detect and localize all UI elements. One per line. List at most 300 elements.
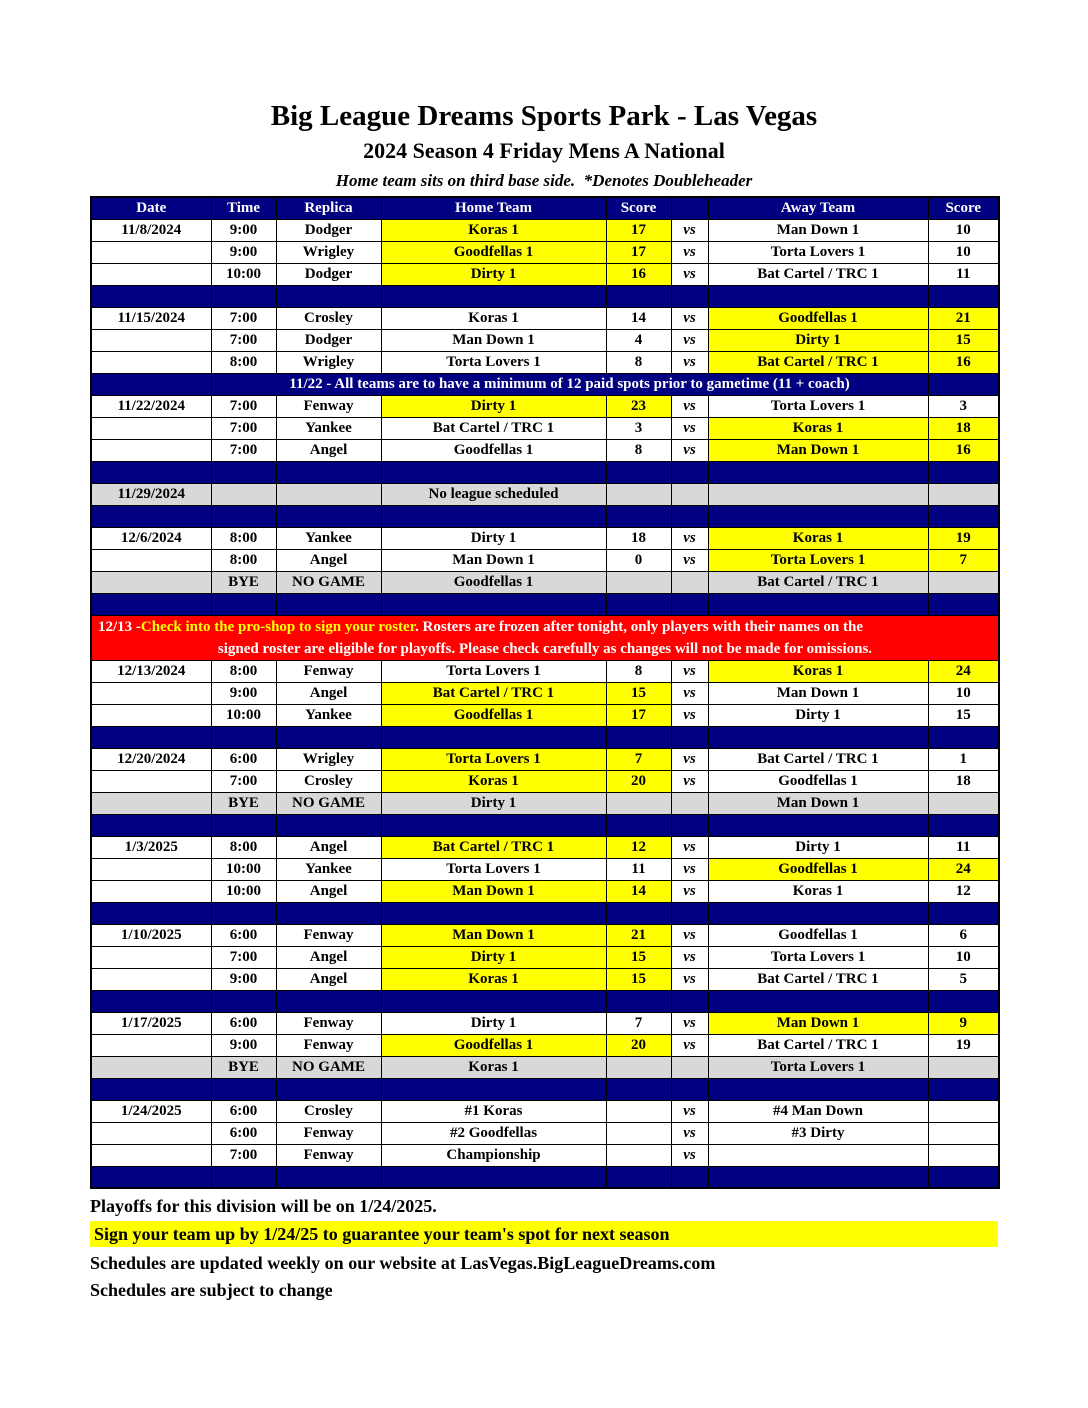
date-cell: 1/17/2025 bbox=[91, 1012, 211, 1034]
away-team-cell: Torta Lovers 1 bbox=[708, 241, 928, 263]
game-row bbox=[91, 946, 999, 968]
time-cell: 10:00 bbox=[211, 704, 276, 726]
replica-cell: Wrigley bbox=[276, 241, 381, 263]
spacer-replica-cell bbox=[276, 1166, 381, 1188]
away-team-cell: Torta Lovers 1 bbox=[708, 1056, 928, 1078]
away-score-cell bbox=[928, 571, 999, 593]
spacer-date-cell bbox=[91, 1166, 211, 1188]
spacer-away-team-cell bbox=[708, 461, 928, 483]
vs-cell: vs bbox=[671, 924, 708, 946]
away-team-cell: Man Down 1 bbox=[708, 219, 928, 241]
date-cell bbox=[91, 263, 211, 285]
spacer-home-score-cell bbox=[606, 814, 671, 836]
home-score-cell: 7 bbox=[606, 1012, 671, 1034]
replica-cell: Fenway bbox=[276, 1122, 381, 1144]
vs-cell: vs bbox=[671, 1100, 708, 1122]
away-team-cell bbox=[708, 483, 928, 505]
time-cell: 7:00 bbox=[211, 417, 276, 439]
home-team-cell: Goodfellas 1 bbox=[381, 439, 606, 461]
spacer-replica-cell bbox=[276, 902, 381, 924]
spacer-home-team-cell bbox=[381, 505, 606, 527]
replica-cell: Crosley bbox=[276, 307, 381, 329]
date-cell bbox=[91, 770, 211, 792]
time-cell: 7:00 bbox=[211, 439, 276, 461]
vs-cell: vs bbox=[671, 219, 708, 241]
time-cell: 7:00 bbox=[211, 329, 276, 351]
replica-cell: Angel bbox=[276, 549, 381, 571]
vs-cell: vs bbox=[671, 704, 708, 726]
no_league-row bbox=[91, 483, 999, 505]
home-score-cell bbox=[606, 1100, 671, 1122]
home-score-cell bbox=[606, 1122, 671, 1144]
vs-cell: vs bbox=[671, 1012, 708, 1034]
spacer-away-team-cell bbox=[708, 726, 928, 748]
date-cell bbox=[91, 417, 211, 439]
home-team-cell: Torta Lovers 1 bbox=[381, 351, 606, 373]
spacer-time-cell bbox=[211, 990, 276, 1012]
game-row bbox=[91, 660, 999, 682]
footer-notes bbox=[90, 1194, 998, 1302]
col-home-score: Score bbox=[606, 197, 671, 219]
spacer-date-cell bbox=[91, 285, 211, 307]
col-home-team: Home Team bbox=[381, 197, 606, 219]
spacer-away-team-cell bbox=[708, 902, 928, 924]
spacer-row bbox=[91, 726, 999, 748]
replica-cell: Angel bbox=[276, 880, 381, 902]
spacer-time-cell bbox=[211, 505, 276, 527]
away-score-cell: 19 bbox=[928, 1034, 999, 1056]
replica-cell: Angel bbox=[276, 682, 381, 704]
game-row bbox=[91, 1034, 999, 1056]
away-score-cell: 10 bbox=[928, 946, 999, 968]
away-score-cell bbox=[928, 1122, 999, 1144]
banner-date-prefix: 12/13 - bbox=[98, 618, 141, 635]
time-cell: 7:00 bbox=[211, 946, 276, 968]
spacer-away-team-cell bbox=[708, 814, 928, 836]
col-date: Date bbox=[91, 197, 211, 219]
date-cell bbox=[91, 1144, 211, 1166]
spacer-time-cell bbox=[211, 285, 276, 307]
time-cell: 9:00 bbox=[211, 219, 276, 241]
date-cell bbox=[91, 946, 211, 968]
time-cell: 8:00 bbox=[211, 351, 276, 373]
spacer-home-team-cell bbox=[381, 461, 606, 483]
home-team-cell: Torta Lovers 1 bbox=[381, 858, 606, 880]
spacer-home-team-cell bbox=[381, 285, 606, 307]
vs-cell: vs bbox=[671, 527, 708, 549]
vs-cell: vs bbox=[671, 329, 708, 351]
game-row bbox=[91, 1100, 999, 1122]
away-score-cell bbox=[928, 792, 999, 814]
away-team-cell: Torta Lovers 1 bbox=[708, 946, 928, 968]
roster-banner-line2: signed roster are eligible for playoffs. Please check carefully as changes will not be made for omissions. bbox=[217, 640, 873, 657]
banner-rest-text: . Rosters are frozen after tonight, only players with their names on the bbox=[414, 618, 863, 635]
spacer-home-score-cell bbox=[606, 593, 671, 615]
spacer-replica-cell bbox=[276, 461, 381, 483]
no-game-cell: NO GAME bbox=[276, 792, 381, 814]
replica-cell: Angel bbox=[276, 439, 381, 461]
home-team-cell: Dirty 1 bbox=[381, 1012, 606, 1034]
home-team-cell: Koras 1 bbox=[381, 219, 606, 241]
home-score-cell: 14 bbox=[606, 880, 671, 902]
spacer-row bbox=[91, 593, 999, 615]
game-row bbox=[91, 549, 999, 571]
home-team-cell: Bat Cartel / TRC 1 bbox=[381, 417, 606, 439]
home-score-cell: 20 bbox=[606, 1034, 671, 1056]
away-score-cell: 15 bbox=[928, 704, 999, 726]
home-team-cell: Koras 1 bbox=[381, 968, 606, 990]
vs-cell: vs bbox=[671, 439, 708, 461]
home-score-cell bbox=[606, 1056, 671, 1078]
game-row bbox=[91, 329, 999, 351]
banner-highlight-text: Check into the pro-shop to sign your roster bbox=[140, 618, 415, 635]
spacer-away-team-cell bbox=[708, 285, 928, 307]
away-score-cell: 24 bbox=[928, 660, 999, 682]
game-row bbox=[91, 1122, 999, 1144]
date-cell bbox=[91, 329, 211, 351]
time-cell: 8:00 bbox=[211, 549, 276, 571]
spacer-row bbox=[91, 902, 999, 924]
spacer-away-score-cell bbox=[928, 593, 999, 615]
vs-cell: vs bbox=[671, 836, 708, 858]
spacer-away-score-cell bbox=[928, 1078, 999, 1100]
home-score-cell: 3 bbox=[606, 417, 671, 439]
spacer-away-team-cell bbox=[708, 593, 928, 615]
game-row bbox=[91, 395, 999, 417]
away-team-cell: #4 Man Down bbox=[708, 1100, 928, 1122]
home-team-cell: Dirty 1 bbox=[381, 263, 606, 285]
spacer-replica-cell bbox=[276, 505, 381, 527]
home-team-cell: Bat Cartel / TRC 1 bbox=[381, 682, 606, 704]
spacer-date-cell bbox=[91, 1078, 211, 1100]
spacer-away-score-cell bbox=[928, 902, 999, 924]
time-cell: 9:00 bbox=[211, 241, 276, 263]
time-cell: 8:00 bbox=[211, 527, 276, 549]
spacer-home-team-cell bbox=[381, 814, 606, 836]
date-cell: 11/15/2024 bbox=[91, 307, 211, 329]
date-cell bbox=[91, 549, 211, 571]
vs-cell: vs bbox=[671, 1144, 708, 1166]
col-replica: Replica bbox=[276, 197, 381, 219]
replica-cell: Fenway bbox=[276, 395, 381, 417]
game-row bbox=[91, 770, 999, 792]
roster-banner-cell bbox=[91, 615, 999, 660]
away-score-cell bbox=[928, 1144, 999, 1166]
home-score-cell bbox=[606, 571, 671, 593]
banner-row bbox=[91, 615, 999, 660]
spacer-home-team-cell bbox=[381, 1166, 606, 1188]
spacer-vs-cell bbox=[671, 1078, 708, 1100]
page-title: Big League Dreams Sports Park - Las Vegas bbox=[270, 100, 818, 132]
bye-cell: BYE bbox=[211, 1056, 276, 1078]
playoffs-note: Playoffs for this division will be on 1/24/2025. bbox=[90, 1196, 437, 1217]
spacer-vs-cell bbox=[671, 814, 708, 836]
spacer-vs-cell bbox=[671, 1166, 708, 1188]
spacer-row bbox=[91, 505, 999, 527]
away-team-cell bbox=[708, 1144, 928, 1166]
away-team-cell: Man Down 1 bbox=[708, 682, 928, 704]
bye-cell: BYE bbox=[211, 792, 276, 814]
home-team-cell: Koras 1 bbox=[381, 1056, 606, 1078]
spacer-date-cell bbox=[91, 461, 211, 483]
spacer-home-score-cell bbox=[606, 1078, 671, 1100]
home-team-cell: Man Down 1 bbox=[381, 329, 606, 351]
away-team-cell: Man Down 1 bbox=[708, 1012, 928, 1034]
home-score-cell: 8 bbox=[606, 351, 671, 373]
home-score-cell: 4 bbox=[606, 329, 671, 351]
spacer-row bbox=[91, 285, 999, 307]
schedule-table bbox=[90, 196, 1000, 1189]
spacer-home-score-cell bbox=[606, 461, 671, 483]
spacer-home-score-cell bbox=[606, 1166, 671, 1188]
time-cell: 8:00 bbox=[211, 660, 276, 682]
away-team-cell: Koras 1 bbox=[708, 660, 928, 682]
col-vs bbox=[671, 197, 708, 219]
spacer-home-team-cell bbox=[381, 990, 606, 1012]
vs-cell bbox=[671, 1056, 708, 1078]
home-team-cell: Championship bbox=[381, 1144, 606, 1166]
replica-cell: Dodger bbox=[276, 219, 381, 241]
spacer-date-cell bbox=[91, 990, 211, 1012]
home-score-cell: 15 bbox=[606, 682, 671, 704]
vs-cell bbox=[671, 483, 708, 505]
spacer-time-cell bbox=[211, 461, 276, 483]
spacer-home-score-cell bbox=[606, 505, 671, 527]
spacer-replica-cell bbox=[276, 990, 381, 1012]
away-team-cell: Torta Lovers 1 bbox=[708, 395, 928, 417]
spacer-time-cell bbox=[211, 593, 276, 615]
spacer-home-score-cell bbox=[606, 726, 671, 748]
spacer-date-cell bbox=[91, 505, 211, 527]
home-score-cell: 20 bbox=[606, 770, 671, 792]
spacer-row bbox=[91, 990, 999, 1012]
table-header-row bbox=[91, 197, 999, 219]
home-team-note: Home team sits on third base side. *Denotes Doubleheader bbox=[335, 170, 753, 190]
time-cell: 6:00 bbox=[211, 924, 276, 946]
time-cell: 7:00 bbox=[211, 307, 276, 329]
home-team-cell: Man Down 1 bbox=[381, 880, 606, 902]
away-score-cell bbox=[928, 1100, 999, 1122]
vs-cell: vs bbox=[671, 1034, 708, 1056]
spacer-vs-cell bbox=[671, 285, 708, 307]
away-score-cell: 16 bbox=[928, 351, 999, 373]
vs-cell: vs bbox=[671, 351, 708, 373]
spacer-vs-cell bbox=[671, 461, 708, 483]
away-score-cell: 15 bbox=[928, 329, 999, 351]
vs-cell: vs bbox=[671, 307, 708, 329]
away-score-cell: 6 bbox=[928, 924, 999, 946]
spacer-home-team-cell bbox=[381, 1078, 606, 1100]
away-team-cell: Bat Cartel / TRC 1 bbox=[708, 263, 928, 285]
bye-row bbox=[91, 792, 999, 814]
time-cell: 9:00 bbox=[211, 682, 276, 704]
home-team-cell: Goodfellas 1 bbox=[381, 1034, 606, 1056]
vs-cell: vs bbox=[671, 968, 708, 990]
home-score-cell bbox=[606, 483, 671, 505]
home-team-cell: Man Down 1 bbox=[381, 549, 606, 571]
spacer-time-cell bbox=[211, 726, 276, 748]
spacer-home-team-cell bbox=[381, 593, 606, 615]
spacer-vs-cell bbox=[671, 593, 708, 615]
away-team-cell: Koras 1 bbox=[708, 527, 928, 549]
spacer-home-score-cell bbox=[606, 990, 671, 1012]
away-score-cell: 11 bbox=[928, 836, 999, 858]
time-cell: 7:00 bbox=[211, 1144, 276, 1166]
spacer-away-score-cell bbox=[928, 1166, 999, 1188]
subject-to-change-note: Schedules are subject to change bbox=[90, 1280, 333, 1301]
date-cell bbox=[91, 792, 211, 814]
home-score-cell: 14 bbox=[606, 307, 671, 329]
away-team-cell: #3 Dirty bbox=[708, 1122, 928, 1144]
home-score-cell: 7 bbox=[606, 748, 671, 770]
spacer-time-cell bbox=[211, 1078, 276, 1100]
game-row bbox=[91, 682, 999, 704]
spacer-home-score-cell bbox=[606, 285, 671, 307]
vs-cell bbox=[671, 792, 708, 814]
time-cell: 6:00 bbox=[211, 1122, 276, 1144]
note-row bbox=[91, 373, 999, 395]
game-row bbox=[91, 880, 999, 902]
away-score-cell: 24 bbox=[928, 858, 999, 880]
spacer-away-score-cell bbox=[928, 814, 999, 836]
replica-cell: Wrigley bbox=[276, 351, 381, 373]
game-row bbox=[91, 1144, 999, 1166]
away-score-cell bbox=[928, 483, 999, 505]
website-note: Schedules are updated weekly on our website at LasVegas.BigLeagueDreams.com bbox=[90, 1253, 716, 1274]
time-cell: 8:00 bbox=[211, 836, 276, 858]
away-score-cell bbox=[928, 1056, 999, 1078]
spacer-home-team-cell bbox=[381, 726, 606, 748]
game-row bbox=[91, 439, 999, 461]
home-team-cell: #2 Goodfellas bbox=[381, 1122, 606, 1144]
away-score-cell: 10 bbox=[928, 241, 999, 263]
home-team-cell: Torta Lovers 1 bbox=[381, 660, 606, 682]
replica-cell: Yankee bbox=[276, 858, 381, 880]
home-score-cell bbox=[606, 1144, 671, 1166]
game-row bbox=[91, 417, 999, 439]
home-score-cell: 15 bbox=[606, 946, 671, 968]
away-score-cell: 7 bbox=[928, 549, 999, 571]
home-team-cell: Dirty 1 bbox=[381, 946, 606, 968]
game-row bbox=[91, 307, 999, 329]
no-league-cell: No league scheduled bbox=[381, 483, 606, 505]
game-row bbox=[91, 924, 999, 946]
spacer-time-cell bbox=[211, 902, 276, 924]
time-cell: 6:00 bbox=[211, 1100, 276, 1122]
home-team-cell: Koras 1 bbox=[381, 307, 606, 329]
away-score-cell: 1 bbox=[928, 748, 999, 770]
spacer-replica-cell bbox=[276, 726, 381, 748]
replica-cell: Fenway bbox=[276, 660, 381, 682]
bye-row bbox=[91, 1056, 999, 1078]
spacer-replica-cell bbox=[276, 814, 381, 836]
away-team-cell: Goodfellas 1 bbox=[708, 858, 928, 880]
home-score-cell: 21 bbox=[606, 924, 671, 946]
vs-cell: vs bbox=[671, 395, 708, 417]
away-team-cell: Dirty 1 bbox=[708, 836, 928, 858]
replica-cell: Crosley bbox=[276, 1100, 381, 1122]
vs-cell: vs bbox=[671, 549, 708, 571]
away-score-cell bbox=[928, 373, 999, 395]
home-team-cell: Koras 1 bbox=[381, 770, 606, 792]
home-score-cell: 17 bbox=[606, 704, 671, 726]
home-score-cell: 18 bbox=[606, 527, 671, 549]
signup-note: Sign your team up by 1/24/25 to guarantee your team's spot for next season bbox=[90, 1221, 998, 1247]
away-team-cell: Dirty 1 bbox=[708, 704, 928, 726]
time-cell: 7:00 bbox=[211, 770, 276, 792]
away-score-cell: 11 bbox=[928, 263, 999, 285]
game-row bbox=[91, 1012, 999, 1034]
date-cell bbox=[91, 571, 211, 593]
home-score-cell: 17 bbox=[606, 219, 671, 241]
vs-cell: vs bbox=[671, 748, 708, 770]
game-row bbox=[91, 836, 999, 858]
spacer-away-team-cell bbox=[708, 1078, 928, 1100]
game-row bbox=[91, 858, 999, 880]
date-cell bbox=[91, 1034, 211, 1056]
replica-cell: Fenway bbox=[276, 1034, 381, 1056]
game-row bbox=[91, 527, 999, 549]
vs-cell: vs bbox=[671, 241, 708, 263]
replica-cell: Yankee bbox=[276, 527, 381, 549]
vs-cell: vs bbox=[671, 1122, 708, 1144]
home-team-cell: Torta Lovers 1 bbox=[381, 748, 606, 770]
home-score-cell: 15 bbox=[606, 968, 671, 990]
replica-cell: Angel bbox=[276, 968, 381, 990]
time-cell: 6:00 bbox=[211, 748, 276, 770]
away-team-cell: Goodfellas 1 bbox=[708, 307, 928, 329]
spacer-vs-cell bbox=[671, 902, 708, 924]
col-away-score: Score bbox=[928, 197, 999, 219]
replica-cell: Yankee bbox=[276, 704, 381, 726]
replica-cell: Dodger bbox=[276, 263, 381, 285]
col-away-team: Away Team bbox=[708, 197, 928, 219]
date-cell bbox=[91, 682, 211, 704]
away-team-cell: Koras 1 bbox=[708, 880, 928, 902]
spacer-away-score-cell bbox=[928, 285, 999, 307]
vs-cell: vs bbox=[671, 858, 708, 880]
spacer-home-score-cell bbox=[606, 902, 671, 924]
away-team-cell: Dirty 1 bbox=[708, 329, 928, 351]
date-cell bbox=[91, 373, 211, 395]
spacer-replica-cell bbox=[276, 593, 381, 615]
time-cell: 6:00 bbox=[211, 1012, 276, 1034]
replica-cell bbox=[276, 483, 381, 505]
away-team-cell: Bat Cartel / TRC 1 bbox=[708, 1034, 928, 1056]
date-cell: 1/24/2025 bbox=[91, 1100, 211, 1122]
home-team-cell: Dirty 1 bbox=[381, 792, 606, 814]
spacer-away-team-cell bbox=[708, 505, 928, 527]
away-score-cell: 18 bbox=[928, 417, 999, 439]
away-team-cell: Man Down 1 bbox=[708, 439, 928, 461]
home-score-cell: 17 bbox=[606, 241, 671, 263]
vs-cell: vs bbox=[671, 946, 708, 968]
page-subtitle: 2024 Season 4 Friday Mens A National bbox=[363, 138, 725, 164]
away-score-cell: 18 bbox=[928, 770, 999, 792]
spacer-replica-cell bbox=[276, 285, 381, 307]
date-cell bbox=[91, 858, 211, 880]
time-cell: 10:00 bbox=[211, 880, 276, 902]
date-cell bbox=[91, 1122, 211, 1144]
time-cell: 10:00 bbox=[211, 263, 276, 285]
date-cell: 12/13/2024 bbox=[91, 660, 211, 682]
home-score-cell: 0 bbox=[606, 549, 671, 571]
home-team-cell: Man Down 1 bbox=[381, 924, 606, 946]
date-cell: 11/8/2024 bbox=[91, 219, 211, 241]
date-cell bbox=[91, 1056, 211, 1078]
spacer-time-cell bbox=[211, 814, 276, 836]
spacer-date-cell bbox=[91, 593, 211, 615]
